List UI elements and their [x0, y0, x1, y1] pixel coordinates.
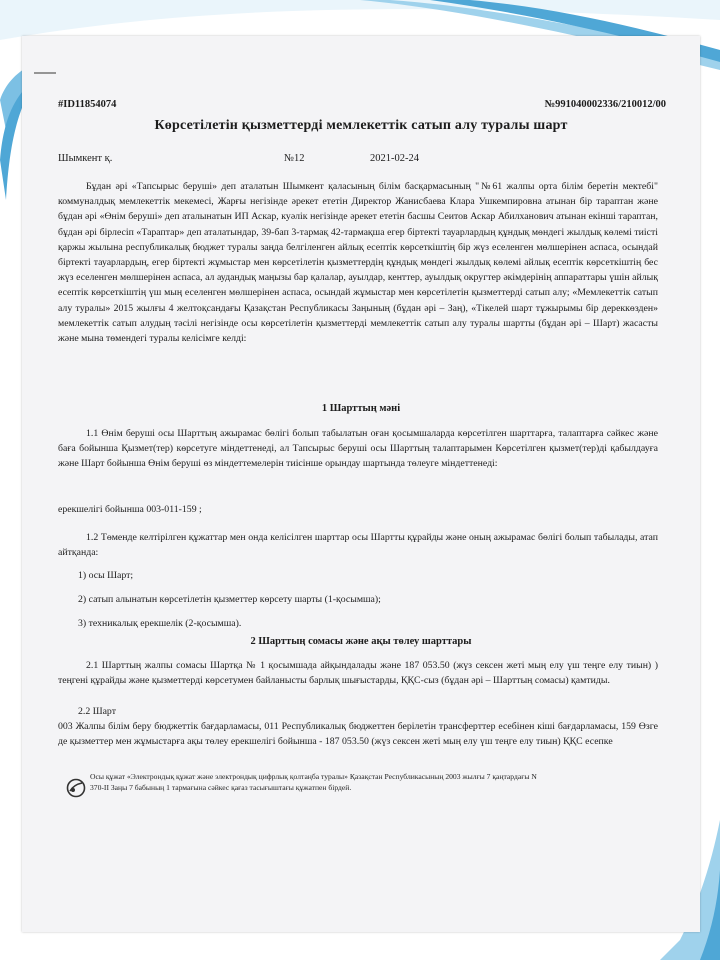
paragraph-2-2-heading: 2.2 Шарт — [78, 706, 116, 717]
scan-mark — [34, 72, 56, 74]
section-1-heading: 1 Шарттың мәні — [321, 403, 401, 414]
contract-date: 2021-02-24 — [370, 153, 419, 164]
list-item-2: 2) сатып алынатын көрсетілетін қызметтер көрсету шарты (1-қосымша); — [78, 594, 381, 605]
e-document-seal-icon — [66, 778, 86, 798]
intro-paragraph: Бұдан әрі «Тапсырыс беруші» деп аталатын Шымкент қаласының білім басқармасының "№61 жалпы орта білім беретін мектебі" коммуналдық мемлекеттік мекемесі, Жарғы негізінде әрекет ететін Директор Жанисбаева Клара Ушкемпировна атынан бір тараптан және бұдан әрі «Өнім беруші» деп аталынатын ИП Аскар, куәлік негізінде әрекет ететін басшы Сеитов Аскар Абилханович атынан екінші тараптан, бұдан әрі бірлесіп «Тараптар» деп аталатындар, 39-бап 3-тармақ 42-тармақша егер біртекті тауарлардың құндық мөндегі жылдық көлемі тиісті қаржы жылына республикалық бюджет туралы заңда белгіленген айлық есептік көрсеткіштің бір жүз еселенген мөлшерінен аспаса, осындай біртекті тауарлардың, егер біртекті жұмыстар мен көрсетілетін қызметтердің құндық мөндегі жылдық көлемі айлық есептік көрсеткіштің бес жүз еселенген мөлшерінен аспаса, ал аудандық маңызы бар қалалар, ауылдар, кенттер, ауылдық округтер әкімдерінің аппараттары үшін айлық есептік көрсеткіштің үш мың еселенген мөлшерінен аспаса, осындай жұмыстар мен көрсетілетін қызметтерді сатып алу; «Мемлекеттік сатып алу туралы» 2015 жылғы 4 желтоқсандағы Қазақстан Республикасы Заңының (бұдан әрі – Заң), «Тікелей шарт тұжырымы бір дереккөзден» мемлекеттік сатып алудың тәсілі негізінде осы көрсетілетін қызметтерді мемлекеттік сатып алу туралы шартты (бұдан әрі – Шарт) жасасты және мына төмендегі туралы келісімге келді: — [58, 181, 658, 345]
footer-legal-note: Осы құжат «Электрондық құжат және электрондық цифрлық қолтаңба туралы» Қазақстан Республикасының 2003 жылғы 7 қаңтардағы N 370-II Заңы 7 бабының 1 тармағына сәйкес қағаз тасығыштағы құжатпен бірдей. — [90, 772, 537, 792]
document-id: #ID11854074 — [58, 99, 117, 110]
contract-number: №12 — [284, 153, 305, 164]
document-title: Көрсетілетін қызметтерді мемлекеттік сатып алу туралы шарт — [154, 118, 568, 133]
paragraph-2-2: 003 Жалпы білім беру бюджеттік бағдарламасы, 011 Республикалық бюджеттен берілетін трансферттер есебінен кіші бағдарламасы, 159 Өзге де қызметтер мен жұмыстарға ақы төлеу ерекшелігі бойынша - 187 053.50 (жүз сексен жеті мың елу үш теңге елу тиын) ҚҚС есепке — [58, 721, 658, 748]
list-item-1: 1) осы Шарт; — [78, 570, 134, 581]
paragraph-1-1: 1.1 Өнім беруші осы Шарттың ажырамас бөлігі болып табылатын оған қосымшаларда көрсетілген шарттарға, талаптарға сәйкес және баға бойынша Қызмет(тер) көрсетуге міндеттенеді, ал Тапсырыс беруші осы Шарттың талаптарымен Көрсетілген қызмет(тер)ді қабылдауға және Шарт бойынша Өнім беруші өз міндеттемелерін тиісінше орындау шартында төлеуге міндеттенеді: — [58, 428, 658, 470]
document-page — [22, 36, 700, 932]
list-item-3: 3) техникалық ерекшелік (2-қосымша). — [78, 618, 242, 629]
registration-number: №991040002336/210012/00 — [544, 99, 666, 110]
contract-place: Шымкент қ. — [58, 153, 113, 164]
section-2-heading: 2 Шарттың сомасы және ақы төлеу шарттары — [250, 636, 472, 647]
specification-line: ерекшелігі бойынша 003-011-159 ; — [58, 504, 202, 515]
paragraph-1-2: 1.2 Төменде келтірілген құжаттар мен онда келісілген шарттар осы Шартты құрайды және оның ажырамас бөлігі болып табылады, атап айтқанда: — [58, 532, 658, 559]
paragraph-2-1: 2.1 Шарттың жалпы сомасы Шартқа № 1 қосымшада айқындалады және 187 053.50 (жүз сексен жеті мың елу үш теңге елу тиын) ) теңгені құрайды және қызметтерді көрсетумен байланысты барлық шығыстарды, ҚҚС-сыз (бұдан әрі – Шарттың сомасы) қамтиды. — [58, 660, 658, 687]
